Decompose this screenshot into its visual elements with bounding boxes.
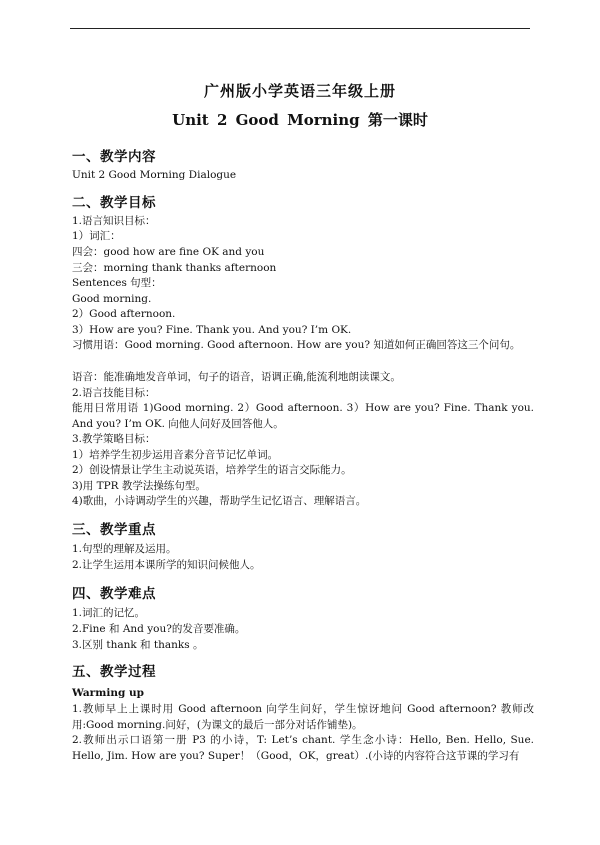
goals-line: 3）How are you? Fine. Thank you. And you? I’m OK. <box>72 324 352 336</box>
goals-line: 2）Good afternoon. <box>72 308 176 320</box>
difficult-line: 2.Fine 和 And you?的发音要准确。 <box>72 623 246 635</box>
goals-line: 三会：morning thank thanks afternoon <box>72 262 277 274</box>
goals-line: 2.语言技能目标： <box>72 387 156 399</box>
section-heading-key: 三、教学重点 <box>72 522 156 538</box>
section-heading-content: 一、教学内容 <box>72 149 156 165</box>
header-rule <box>70 28 530 29</box>
section-heading-difficult: 四、教学难点 <box>72 586 156 602</box>
process-paragraph: 1.教师早上上课时用 Good afternoon 向学生问好，学生惊讶地问 Good afternoon? 教师改用:Good morning.问好，(为课文的最后一部分对话作铺垫)。 <box>72 703 534 731</box>
goals-line: 四会：good how are fine OK and you <box>72 246 265 258</box>
difficult-line: 3.区别 thank 和 thanks 。 <box>72 639 204 651</box>
process-paragraph: 2.教师出示口语第一册 P3 的小诗，T: Let’s chant. 学生念小诗：Hello, Ben. Hello, Sue. Hello, Jim. How are you? Super！（Good，OK，great）.(小诗的内容符合这节课的学习有 <box>72 734 534 762</box>
document-title: 广州版小学英语三年级上册 <box>203 82 396 100</box>
goals-paragraph: 习惯用语：Good morning. Good afternoon. How are you? 知道如何正确回答这三个问句。 <box>72 339 521 351</box>
goals-line: 1.语言知识目标： <box>72 215 156 227</box>
goals-line: 1）词汇： <box>72 230 121 242</box>
section-heading-goals: 二、教学目标 <box>72 195 156 211</box>
difficult-line: 1.词汇的记忆。 <box>72 607 146 619</box>
key-line: 2.让学生运用本课所学的知识问候他人。 <box>72 559 261 571</box>
goals-line: 2）创设情景让学生主动说英语，培养学生的语言交际能力。 <box>72 464 352 476</box>
goals-line: Good morning. <box>72 293 152 305</box>
content-text: Unit 2 Good Morning Dialogue <box>72 169 237 181</box>
goals-line: Sentences 句型： <box>72 277 162 289</box>
goals-line: 3.教学策略目标： <box>72 433 156 445</box>
goals-line: 4)歌曲，小诗调动学生的兴趣，帮助学生记忆语言、理解语言。 <box>72 495 367 507</box>
section-heading-process: 五、教学过程 <box>72 664 156 680</box>
warmup-label: Warming up <box>72 687 144 699</box>
goals-line: 1）培养学生初步运用音素分音节记忆单词。 <box>72 449 279 461</box>
document-subtitle: Unit 2 Good Morning 第一课时 <box>172 111 428 129</box>
key-line: 1.句型的理解及运用。 <box>72 543 177 555</box>
goals-paragraph: 能用日常用语 1)Good morning. 2）Good afternoon. 3）How are you? Fine. Thank you. And you? I’m OK. 向他人问好及回答他人。 <box>72 402 534 430</box>
goals-line: 3)用 TPR 教学法操练句型。 <box>72 480 206 492</box>
goals-line: 语音：能准确地发音单词，句子的语音，语调正确,能流利地朗读课文。 <box>72 371 401 383</box>
